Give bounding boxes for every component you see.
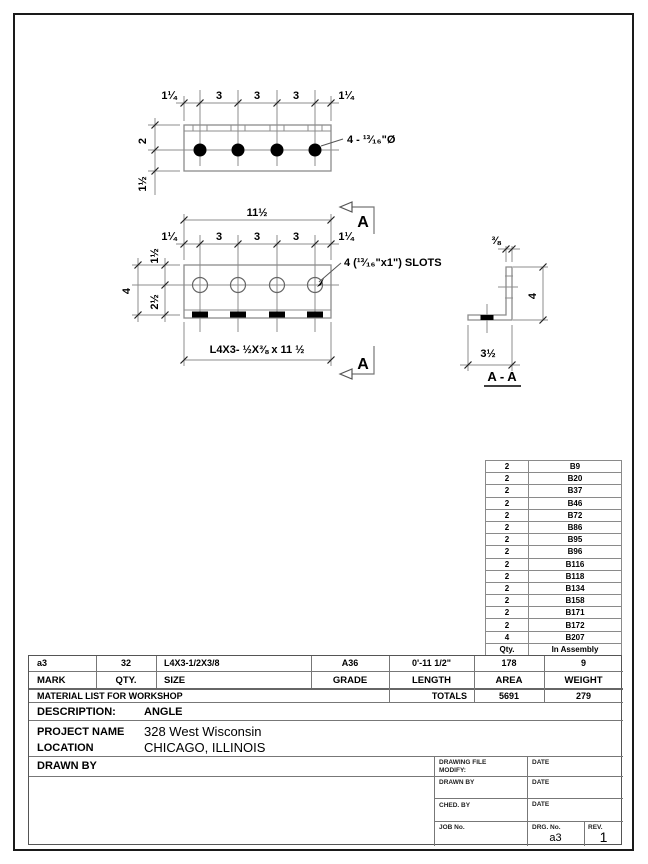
totals-area-value: 5691 bbox=[498, 691, 520, 701]
engineering-drawing-canvas bbox=[0, 0, 648, 430]
dim-label: 1¼ bbox=[161, 231, 177, 243]
divider bbox=[29, 688, 623, 690]
parts-mark-cell: B86 bbox=[529, 521, 622, 533]
parts-mark-cell: B172 bbox=[529, 619, 622, 631]
qty-value: 32 bbox=[120, 658, 131, 668]
parts-mark-cell: B207 bbox=[529, 631, 622, 643]
parts-mark-cell: B72 bbox=[529, 509, 622, 521]
parts-qty-cell: 2 bbox=[486, 534, 529, 546]
parts-mark-cell: B116 bbox=[529, 558, 622, 570]
rev-value: 1 bbox=[599, 829, 608, 845]
parts-assembly-header: In Assembly bbox=[529, 643, 622, 655]
drg-no-label: DRG. No. bbox=[532, 824, 561, 831]
parts-mark-cell: B20 bbox=[529, 473, 622, 485]
divider bbox=[434, 798, 623, 799]
parts-qty-cell: 2 bbox=[486, 582, 529, 594]
length-value: 0'-11 1/2" bbox=[412, 658, 451, 668]
table-row bbox=[486, 497, 622, 509]
dim-label: 3 bbox=[215, 231, 223, 243]
dim-label: 4 bbox=[527, 292, 539, 300]
section-view-linework bbox=[460, 246, 548, 371]
weight-value: 9 bbox=[580, 658, 586, 668]
divider bbox=[29, 671, 623, 672]
section-slot bbox=[481, 315, 494, 320]
grade-header: GRADE bbox=[332, 675, 368, 686]
divider bbox=[434, 821, 623, 822]
top-view-linework bbox=[148, 90, 343, 195]
totals-weight-value: 279 bbox=[575, 691, 592, 701]
parts-qty-cell: 2 bbox=[486, 546, 529, 558]
modify-label: MODIFY: bbox=[439, 767, 466, 774]
parts-qty-cell: 4 bbox=[486, 631, 529, 643]
date-label: DATE bbox=[532, 801, 550, 808]
parts-mark-cell: B158 bbox=[529, 595, 622, 607]
table-row bbox=[486, 485, 622, 497]
dim-label: 3 bbox=[215, 90, 223, 102]
stamp-drawn-by-label: DRAWN BY bbox=[439, 779, 475, 786]
table-row bbox=[486, 558, 622, 570]
table-row bbox=[486, 570, 622, 582]
parts-qty-cell: 2 bbox=[486, 595, 529, 607]
size-value: L4X3-1/2X3/8 bbox=[164, 658, 220, 668]
rev-label: REV. bbox=[588, 824, 603, 831]
parts-mark-cell: B171 bbox=[529, 607, 622, 619]
qty-header: QTY. bbox=[115, 675, 137, 686]
dim-label: 1¼ bbox=[338, 231, 354, 243]
table-row bbox=[486, 631, 622, 643]
drawing-file-label: DRAWING FILE bbox=[439, 759, 487, 766]
parts-mark-cell: B46 bbox=[529, 497, 622, 509]
date-label: DATE bbox=[532, 779, 550, 786]
parts-mark-cell: B118 bbox=[529, 570, 622, 582]
table-row bbox=[486, 509, 622, 521]
parts-mark-cell: B37 bbox=[529, 485, 622, 497]
divider bbox=[29, 720, 623, 721]
top-view-ticks bbox=[152, 100, 335, 175]
divider bbox=[29, 776, 623, 777]
area-header: AREA bbox=[495, 675, 523, 686]
date-label: DATE bbox=[532, 759, 550, 766]
front-view-slots bbox=[192, 278, 324, 318]
title-block bbox=[28, 655, 622, 845]
dim-label: 1¼ bbox=[338, 90, 354, 102]
dim-label: ⅜ bbox=[491, 235, 501, 247]
parts-qty-cell: 2 bbox=[486, 570, 529, 582]
divider bbox=[156, 656, 157, 688]
parts-qty-cell: 2 bbox=[486, 485, 529, 497]
table-footer-row bbox=[486, 643, 622, 655]
section-letter: A bbox=[357, 214, 369, 231]
size-header: SIZE bbox=[164, 675, 186, 686]
checked-by-label: CHED. BY bbox=[439, 802, 471, 809]
dim-label: 3 bbox=[253, 231, 261, 243]
table-row bbox=[486, 582, 622, 594]
location-label: LOCATION bbox=[37, 742, 94, 754]
divider bbox=[29, 702, 623, 703]
table-row bbox=[486, 534, 622, 546]
dim-label: 11½ bbox=[246, 207, 268, 219]
divider bbox=[434, 756, 435, 846]
dim-label: 3 bbox=[292, 231, 300, 243]
dim-label: 4 bbox=[121, 287, 133, 295]
table-row bbox=[486, 473, 622, 485]
mark-header: MARK bbox=[37, 675, 66, 686]
table-row bbox=[486, 607, 622, 619]
parts-qty-cell: 2 bbox=[486, 619, 529, 631]
grade-value: A36 bbox=[341, 658, 359, 668]
parts-qty-cell: 2 bbox=[486, 497, 529, 509]
parts-qty-cell: 2 bbox=[486, 607, 529, 619]
totals-label: TOTALS bbox=[431, 691, 467, 701]
parts-qty-cell: 2 bbox=[486, 558, 529, 570]
job-no-label: JOB No. bbox=[439, 824, 465, 831]
parts-mark-cell: B134 bbox=[529, 582, 622, 594]
length-header: LENGTH bbox=[411, 675, 452, 686]
parts-mark-cell: B95 bbox=[529, 534, 622, 546]
slots-callout: 4 (¹³⁄₁₆"x1") SLOTS bbox=[344, 257, 442, 269]
drg-no-value: a3 bbox=[549, 832, 562, 844]
dim-label: 1¼ bbox=[161, 90, 177, 102]
parts-qty-cell: 2 bbox=[486, 521, 529, 533]
weight-header: WEIGHT bbox=[564, 675, 603, 686]
dim-label: 3 bbox=[253, 90, 261, 102]
parts-qty-header: Qty. bbox=[486, 643, 529, 655]
mark-value: a3 bbox=[37, 658, 48, 668]
area-value: 178 bbox=[501, 658, 517, 668]
description-value: ANGLE bbox=[144, 706, 183, 718]
section-letter: A bbox=[357, 356, 369, 373]
table-row bbox=[486, 595, 622, 607]
table-row bbox=[486, 521, 622, 533]
dim-label: 1½ bbox=[137, 176, 149, 192]
parts-mark-cell: B96 bbox=[529, 546, 622, 558]
dim-label: 1½ bbox=[149, 248, 161, 264]
divider bbox=[29, 756, 623, 757]
member-size-label: L4X3- ½X⅜ x 11 ½ bbox=[209, 344, 305, 356]
parts-mark-cell: B9 bbox=[529, 461, 622, 473]
table-row bbox=[486, 461, 622, 473]
table-row bbox=[486, 546, 622, 558]
description-label: DESCRIPTION: bbox=[37, 706, 116, 718]
dim-label: 3½ bbox=[480, 348, 496, 360]
project-name-label: PROJECT NAME bbox=[37, 726, 125, 738]
material-list-label: MATERIAL LIST FOR WORKSHOP bbox=[37, 691, 183, 701]
holes-callout: 4 - ¹³⁄₁₆"Ø bbox=[347, 134, 396, 146]
table-row bbox=[486, 619, 622, 631]
location-value: CHICAGO, ILLINOIS bbox=[144, 740, 266, 755]
dim-label: 3 bbox=[292, 90, 300, 102]
parts-qty-cell: 2 bbox=[486, 509, 529, 521]
project-name-value: 328 West Wisconsin bbox=[144, 724, 262, 739]
section-title: A - A bbox=[487, 369, 517, 384]
dim-label: 2½ bbox=[149, 294, 161, 310]
drawn-by-label: DRAWN BY bbox=[37, 760, 97, 772]
parts-qty-cell: 2 bbox=[486, 461, 529, 473]
dim-label: 2 bbox=[137, 137, 149, 145]
parts-qty-cell: 2 bbox=[486, 473, 529, 485]
assembly-parts-table bbox=[485, 460, 622, 656]
